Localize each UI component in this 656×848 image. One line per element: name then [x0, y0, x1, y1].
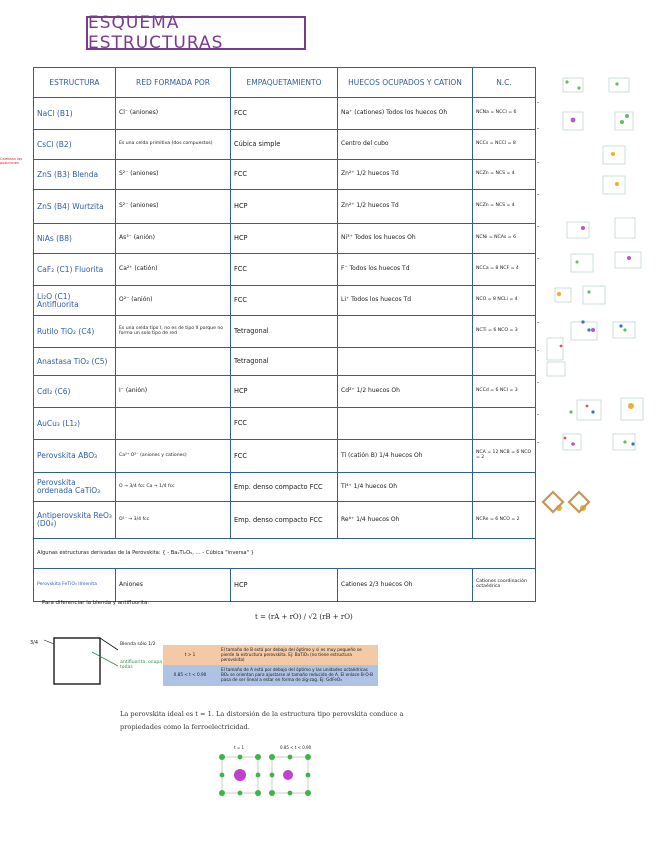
page-title: ESQUEMA ESTRUCTURAS — [88, 13, 224, 53]
table-cell-c1: Perovskita ABO₃ — [34, 440, 116, 473]
table-cell-c2: Cl⁻ (aniones) — [116, 98, 231, 130]
table-cell-c5: NCNi = NCAs = 6 — [473, 224, 536, 254]
table-cell-c4: Ti (catión B) 1/4 huecos Oh — [338, 440, 473, 473]
table-cell-c2 — [116, 408, 231, 440]
svg-text:•: • — [537, 127, 540, 131]
header-red: RED FORMADA POR — [116, 68, 231, 98]
side-note-text: Cambian las posiciones — [0, 157, 23, 165]
table-row — [34, 316, 536, 348]
table-cell-c3: FCC — [231, 98, 338, 130]
table-row — [34, 408, 536, 440]
table-cell-c4: Centro del cubo — [338, 130, 473, 160]
title-box — [86, 13, 306, 53]
table-cell-c2: I⁻ (anión) — [116, 376, 231, 408]
table-cell-c5: NCNa = NCCl = 6 — [473, 98, 536, 130]
tolerance-text-1: El tamaño de B está por debajo del óptimo y si es muy pequeño se pierde la estructura perovskita. Ej: BaTiO₃ (no tiene estructura perovskita) — [221, 647, 362, 662]
table-cell-c5: NCA = 12 NCB = 6 NCO = 2 — [473, 440, 536, 473]
table-cell-c5: NCZn = NCS = 4 — [473, 160, 536, 190]
table-cell-c3: Emp. denso compacto FCC — [231, 473, 338, 502]
header-empaquetamiento: EMPAQUETAMIENTO — [231, 68, 338, 98]
svg-text:•: • — [537, 413, 540, 417]
sketch-corner-label: 3/4 — [30, 640, 39, 646]
tolerance-cond-1: t > 1 — [184, 651, 196, 657]
table-row — [34, 473, 536, 502]
table-cell-c3: Tetragonal — [231, 348, 338, 376]
table-row — [34, 190, 536, 224]
sketch-label-blenda: Blenda sólo 1/2 — [120, 642, 156, 647]
table-cell-c3: FCC — [231, 286, 338, 316]
table-cell-c4: Cationes 2/3 huecos Oh — [338, 569, 473, 602]
table-cell-c2: S²⁻ (aniones) — [116, 190, 231, 224]
table-cell-c5: NCCs = NCCl = 8 — [473, 130, 536, 160]
table-cell-c2: Aniones — [116, 569, 231, 602]
table-cell-c3: Cúbica simple — [231, 130, 338, 160]
table-row — [34, 130, 536, 160]
tolerance-text-2: El tamaño de A está por debajo del óptimo y las unidades octaédricas BO₆ se orientan para ajustarse al tamaño reducido de A. El enlace B-O-B pasa de ser lineal a estar en forma de zig-zag. Ej: GdFeO₃ — [221, 667, 373, 683]
sketch-label-antifluorita: antifluorita, ocupa todas — [120, 660, 163, 670]
table-cell-c4 — [338, 348, 473, 376]
structure-thumbnails — [537, 72, 655, 546]
table-cell-c5: Cationes coordinación octaédrica — [473, 569, 536, 602]
table-cell-c1: CdI₂ (C6) — [34, 376, 116, 408]
svg-text:•: • — [537, 441, 540, 445]
svg-text:•: • — [537, 161, 540, 165]
table-cell-c5: NCCa = 8 NCF = 4 — [473, 254, 536, 286]
table-cell-c3: Emp. denso compacto FCC — [231, 502, 338, 539]
table-row — [34, 286, 536, 316]
table-cell-c1: CsCl (B2) — [34, 130, 116, 160]
structures-table — [33, 67, 536, 602]
table-cell-c2: O²⁻ → 3/4 fcc — [116, 502, 231, 539]
table-cell-c3: FCC — [231, 408, 338, 440]
table-cell-c2: Es una celda primitiva (dos compuestos) — [116, 130, 231, 160]
table-cell-c3: HCP — [231, 224, 338, 254]
header-huecos: HUECOS OCUPADOS Y CATION — [338, 68, 473, 98]
table-row — [34, 440, 536, 473]
perovskite-cells — [212, 745, 332, 805]
table-cell-c5: NCZn = NCS = 4 — [473, 190, 536, 224]
table-header-row — [34, 68, 536, 98]
tolerance-cond-2: 0.85 < t < 0.90 — [173, 672, 207, 678]
table-cell-c4 — [338, 408, 473, 440]
table-row — [34, 569, 536, 602]
tolerance-table — [163, 645, 378, 686]
tolerance-row-2 — [163, 665, 378, 685]
table-row — [34, 376, 536, 408]
tolerance-formula: t = (rA + rO) / √2 (rB + rO) — [255, 613, 353, 621]
table-cell-c3: FCC — [231, 160, 338, 190]
svg-text:•: • — [537, 349, 540, 353]
blenda-antifluorita-sketch — [30, 600, 176, 690]
table-cell-c4: Li⁺ Todos los huecos Td — [338, 286, 473, 316]
table-cell-c4: F⁻ Todos los huecos Td — [338, 254, 473, 286]
header-nc: N.C. — [473, 68, 536, 98]
table-cell-c2: Ca²⁺ O²⁻ (aniones y cationes) — [116, 440, 231, 473]
table-cell-c5 — [473, 348, 536, 376]
svg-text:•: • — [537, 225, 540, 229]
table-cell-c5: NCCd = 6 NCI = 3 — [473, 376, 536, 408]
table-cell-c5 — [473, 408, 536, 440]
table-row — [34, 254, 536, 286]
table-cell-c4: Na⁺ (cationes) Todos los huecos Oh — [338, 98, 473, 130]
table-cell-c1: Perovskita ordenada CaTiO₃ — [34, 473, 116, 502]
table-row — [34, 98, 536, 130]
table-row — [34, 224, 536, 254]
table-cell-c4: Re⁶⁺ 1/4 huecos Oh — [338, 502, 473, 539]
table-cell-c1: NiAs (B8) — [34, 224, 116, 254]
tolerance-row-1 — [163, 645, 378, 665]
table-cell-c1: AuCu₃ (L1₂) — [34, 408, 116, 440]
table-cell-c4 — [338, 316, 473, 348]
cells-drawing — [212, 751, 332, 811]
svg-text:•: • — [537, 321, 540, 325]
table-row — [34, 160, 536, 190]
wide-row-text: Algunas estructuras derivadas de la Perovskita: { - Ba₂Ti₂O₅, … - Cúbica "inversa" } — [34, 539, 536, 569]
table-cell-c4: Ni³⁺ Todos los huecos Oh — [338, 224, 473, 254]
table-cell-c5 — [473, 473, 536, 502]
table-row — [34, 348, 536, 376]
table-cell-c1: ZnS (B4) Wurtzita — [34, 190, 116, 224]
table-cell-c5: NCRe = 6 NCO = 2 — [473, 502, 536, 539]
table-cell-c1: Rutilo TiO₂ (C4) — [34, 316, 116, 348]
table-cell-c2: As³⁻ (anión) — [116, 224, 231, 254]
table-cell-c4: Zn²⁺ 1/2 huecos Td — [338, 190, 473, 224]
table-cell-c2 — [116, 348, 231, 376]
table-cell-c1: ZnS (B3) Blenda — [34, 160, 116, 190]
side-notes — [0, 158, 30, 166]
table-cell-c3: FCC — [231, 440, 338, 473]
svg-text:•: • — [537, 193, 540, 197]
thumbnail-grid — [537, 72, 655, 542]
table-cell-c4: Ti⁴⁺ 1/4 huecos Oh — [338, 473, 473, 502]
cell-label-distorted: 0.85 < t < 0.90 — [280, 745, 312, 750]
table-cell-c1: Anastasa TiO₂ (C5) — [34, 348, 116, 376]
table-cell-c1: Perovskita FeTiO₃ Ilmenita — [34, 569, 116, 602]
table-row-wide — [34, 539, 536, 569]
cell-label-ideal: t = 1 — [234, 745, 245, 750]
svg-text:•: • — [537, 381, 540, 385]
header-estructura: ESTRUCTURA — [34, 68, 116, 98]
table-cell-c4: Cd²⁺ 1/2 huecos Oh — [338, 376, 473, 408]
table-cell-c2: S²⁻ (aniones) — [116, 160, 231, 190]
table-cell-c3: HCP — [231, 190, 338, 224]
svg-text:•: • — [537, 257, 540, 261]
table-cell-c2: Es una celda tipo I, no es de tipo II porque no forma un solo tipo de red — [116, 316, 231, 348]
table-cell-c2: O → 3/4 fcc Ca → 1/4 fcc — [116, 473, 231, 502]
table-cell-c3: HCP — [231, 569, 338, 602]
table-cell-c1: NaCl (B1) — [34, 98, 116, 130]
sketch-heading: Para diferenciar la blenda y antifluorita: — [42, 600, 150, 606]
table-cell-c1: CaF₂ (C1) Fluorita — [34, 254, 116, 286]
table-cell-c3: HCP — [231, 376, 338, 408]
table-row — [34, 502, 536, 539]
table-cell-c5: NCTi = 6 NCO = 3 — [473, 316, 536, 348]
perovskite-paragraph: La perovskita ideal es t = 1. La distorsión de la estructura tipo perovskita conduce a propiedades como la ferroelectricidad. — [120, 710, 404, 732]
svg-text:•: • — [537, 101, 540, 105]
table-cell-c4: Zn²⁺ 1/2 huecos Td — [338, 160, 473, 190]
table-cell-c3: Tetragonal — [231, 316, 338, 348]
table-cell-c1: Antiperovskita ReO₃ (D0₉) — [34, 502, 116, 539]
table-cell-c5: NCO = 8 NCLi = 4 — [473, 286, 536, 316]
table-cell-c2: Ca²⁺ (catión) — [116, 254, 231, 286]
table-cell-c3: FCC — [231, 254, 338, 286]
table-cell-c2: O²⁻ (anión) — [116, 286, 231, 316]
table-cell-c1: Li₂O (C1) Antifluorita — [34, 286, 116, 316]
